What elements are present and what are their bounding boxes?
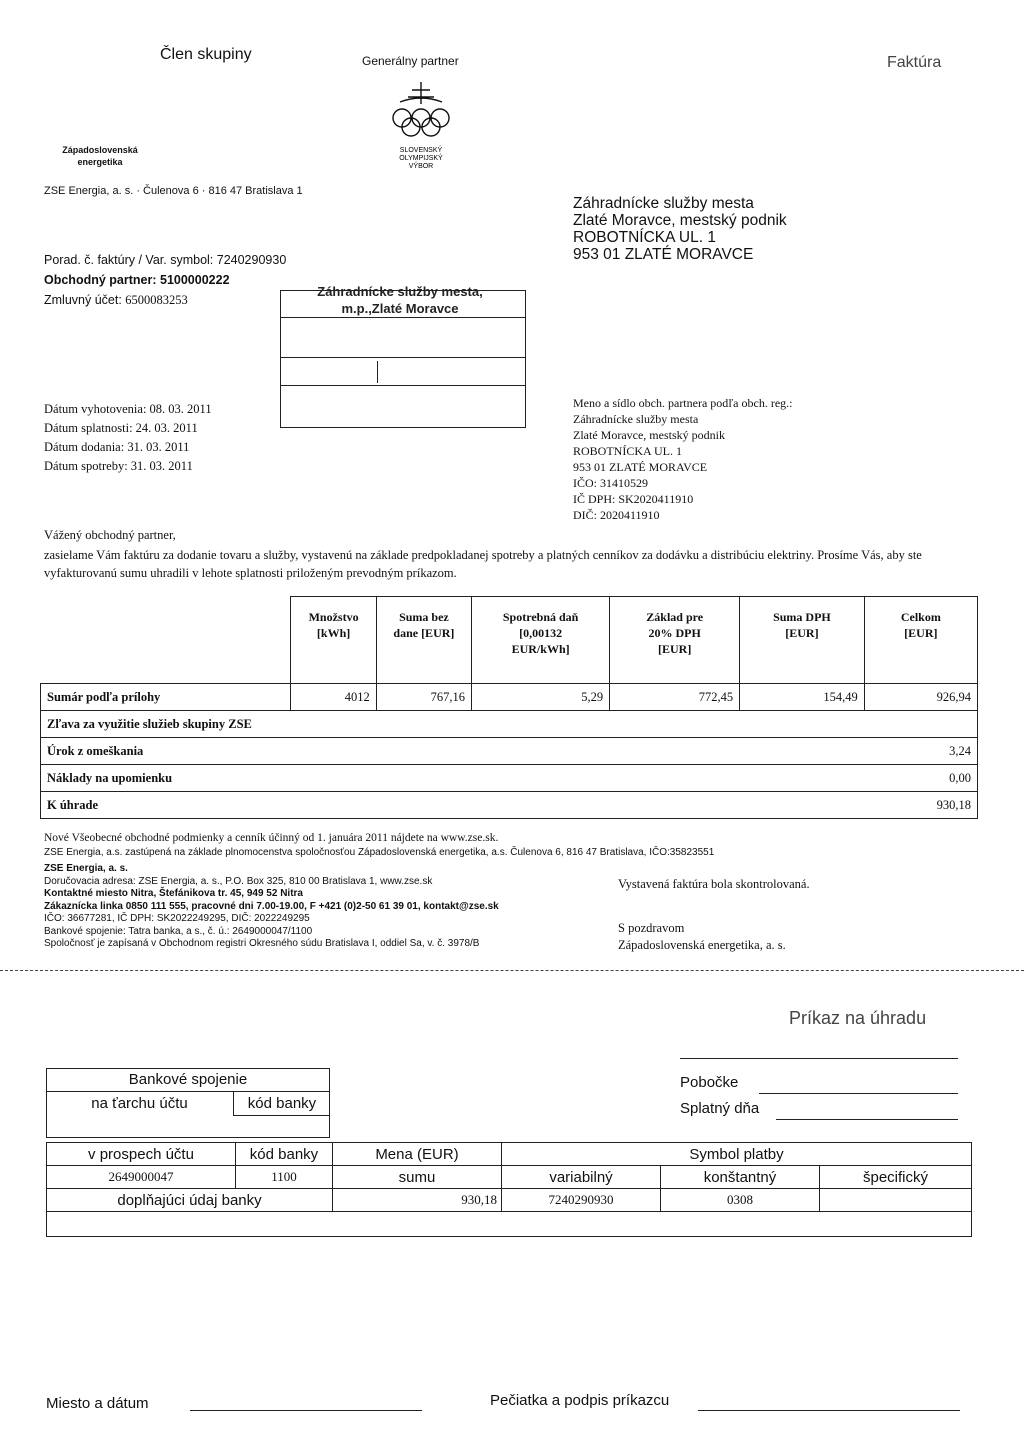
currency-label: Mena (EUR) xyxy=(333,1143,502,1166)
footer-company: ZSE Energia, a. s. xyxy=(44,863,128,874)
table-row xyxy=(47,1189,972,1212)
footer-mail-address: Doručovacia adresa: ZSE Energia, a. s., P.O. Box 325, 810 00 Bratislava 1, www.zse.sk xyxy=(44,875,433,887)
company-name-line1: Západoslovenská xyxy=(62,145,138,155)
stamp-line1: Záhradnícke služby mesta, xyxy=(317,284,483,299)
debit-account-label: na ťarchu účtu xyxy=(46,1092,234,1116)
letter-body: zasielame Vám faktúru za dodanie tovaru a služby, vystavenú na základe predpokladanej spotreby a platných cenníkov za dodávku a distribúciu elektriny. Prosíme Vás, aby ste vyfakturovanú sumu uhradili v lehote splatnosti priloženým prevodným príkazom. xyxy=(44,548,922,580)
top-rule xyxy=(680,1058,958,1059)
recipient-line3: ROBOTNÍCKA UL. 1 xyxy=(573,229,716,246)
bank-connection-label: Bankové spojenie xyxy=(46,1068,330,1092)
cell-vat-base: 772,45 xyxy=(610,684,740,711)
reminder-value: 0,00 xyxy=(864,765,977,792)
invoice-summary-table xyxy=(40,596,978,819)
general-partner-label: Generálny partner xyxy=(362,54,459,68)
footer-register: Spoločnosť je zapísaná v Obchodnom registri Okresného súdu Bratislava I, oddiel Sa, v. č. 3978/B xyxy=(44,938,480,949)
footer-conditions: Nové Všeobecné obchodné podmienky a cenník účinný od 1. januára 2011 nájdete na www.zse.sk. xyxy=(44,832,499,844)
amount-value[interactable]: 930,18 xyxy=(333,1189,502,1212)
seller-line3: ROBOTNÍCKA UL. 1 xyxy=(573,444,683,458)
date-consumption: Dátum spotreby: 31. 03. 2011 xyxy=(44,459,193,473)
cell-vat-amount: 154,49 xyxy=(740,684,865,711)
table-row xyxy=(41,765,978,792)
footer-company-info xyxy=(44,832,714,951)
received-stamp xyxy=(300,283,500,317)
place-date-label: Miesto a dátum xyxy=(46,1395,149,1412)
total-due-label: K úhrade xyxy=(41,792,865,819)
payment-symbol-label: Symbol platby xyxy=(502,1143,972,1166)
branch-field[interactable] xyxy=(759,1093,958,1094)
account-label: Zmluvný účet: xyxy=(44,293,122,307)
date-delivered: Dátum dodania: 31. 03. 2011 xyxy=(44,440,190,454)
invoice-number: Porad. č. faktúry / Var. symbol: 7240290930 xyxy=(44,253,287,267)
due-date-field[interactable] xyxy=(776,1119,958,1120)
footer-bank: Bankové spojenie: Tatra banka, a s., č. ú.: 2649000047/1100 xyxy=(44,925,313,937)
col-vat-amount: Suma DPH [EUR] xyxy=(740,597,865,684)
company-name-line2: energetika xyxy=(77,157,123,167)
company-logo-text xyxy=(52,144,148,168)
row-label: Sumár podľa prílohy xyxy=(41,684,291,711)
recipient-line1: Záhradnícke služby mesta xyxy=(573,195,754,212)
regards-line2: Západoslovenská energetika, a. s. xyxy=(618,938,786,952)
payment-order-table xyxy=(46,1142,972,1237)
seller-line4: 953 01 ZLATÉ MORAVCE xyxy=(573,460,708,474)
constant-symbol-label: konštantný xyxy=(661,1166,820,1189)
specific-symbol-label: špecifický xyxy=(820,1166,972,1189)
col-quantity: Množstvo [kWh] xyxy=(291,597,376,684)
date-issued: Dátum vyhotovenia: 08. 03. 2011 xyxy=(44,402,212,416)
total-due-value: 930,18 xyxy=(864,792,977,819)
debit-bank-code-label: kód banky xyxy=(234,1092,330,1116)
credit-bank-code-label: kód banky xyxy=(236,1143,333,1166)
reminder-label: Náklady na upomienku xyxy=(41,765,865,792)
col-excise-tax: Spotrebná daň [0,00132 EUR/kWh] xyxy=(472,597,610,684)
invoice-dates xyxy=(44,400,212,476)
seller-line1: Záhradnícke služby mesta xyxy=(573,412,699,426)
recipient-line4: 953 01 ZLATÉ MORAVCE xyxy=(573,246,754,263)
place-date-field[interactable] xyxy=(190,1410,422,1411)
recipient-address xyxy=(573,195,787,263)
date-due: Dátum splatnosti: 24. 03. 2011 xyxy=(44,421,198,435)
credit-bank-code-value[interactable]: 1100 xyxy=(236,1166,333,1189)
account-number: 6500083253 xyxy=(125,293,188,307)
cell-quantity: 4012 xyxy=(291,684,376,711)
summary-header-row xyxy=(41,597,978,684)
footer-represented: ZSE Energia, a.s. zastúpená na základe plnomocenstva spoločnosťou Západoslovenská energetika, a.s. Čulenova 6, 816 47 Bratislava, IČO:35823551 xyxy=(44,846,715,858)
cell-amount-no-tax: 767,16 xyxy=(376,684,471,711)
olympic-rings-icon xyxy=(378,80,464,176)
seller-line2: Zlaté Moravce, mestský podnik xyxy=(573,428,725,442)
perforation-line xyxy=(0,970,1024,971)
partner-number: 5100000222 xyxy=(160,273,230,287)
extra-bank-data-field[interactable] xyxy=(47,1212,972,1237)
invoice-checked-note: Vystavená faktúra bola skontrolovaná. xyxy=(618,877,810,891)
seller-heading: Meno a sídlo obch. partnera podľa obch. reg.: xyxy=(573,396,793,410)
footer-ids: IČO: 36677281, IČ DPH: SK2022249295, DIČ: 2022249295 xyxy=(44,913,310,924)
seller-ico: IČO: 31410529 xyxy=(573,476,648,490)
stamp-line2: m.p.,Zlaté Moravce xyxy=(341,301,459,316)
table-row xyxy=(41,792,978,819)
variable-symbol-value[interactable]: 7240290930 xyxy=(502,1189,661,1212)
amount-label: sumu xyxy=(333,1166,502,1189)
variable-symbol-label: variabilný xyxy=(502,1166,661,1189)
stamp-signature-label: Pečiatka a podpis príkazcu xyxy=(490,1392,670,1409)
olympic-committee-logo xyxy=(378,80,464,176)
col-amount-no-tax: Suma bez dane [EUR] xyxy=(376,597,471,684)
sender-address: ZSE Energia, a. s. · Čulenova 6 · 816 47 Bratislava 1 xyxy=(44,185,303,197)
recipient-line2: Zlaté Moravce, mestský podnik xyxy=(573,212,787,229)
constant-symbol-value[interactable]: 0308 xyxy=(661,1189,820,1212)
regards-line1: S pozdravom xyxy=(618,921,685,935)
cell-excise-tax: 5,29 xyxy=(472,684,610,711)
payment-order-title: Príkaz na úhradu xyxy=(789,1008,927,1028)
discount-label: Zľava za využitie služieb skupiny ZSE xyxy=(41,711,978,738)
interest-label: Úrok z omeškania xyxy=(41,738,865,765)
table-row xyxy=(47,1166,972,1189)
branch-label: Pobočke xyxy=(680,1074,739,1091)
due-date-label: Splatný dňa xyxy=(680,1100,760,1117)
footer-contact-place: Kontaktné miesto Nitra, Štefánikova tr. 45, 949 52 Nitra xyxy=(44,888,303,899)
document-title: Faktúra xyxy=(887,54,942,71)
logo-text-2: OLYMPIJSKÝ xyxy=(399,155,443,162)
table-row xyxy=(41,711,978,738)
invoice-identifiers xyxy=(44,250,286,310)
footer-hotline: Zákaznícka linka 0850 111 555, pracovné dni 7.00-19.00, F +421 (0)2-50 61 39 01, kontakt@zse.sk xyxy=(44,900,499,912)
seller-icdph: IČ DPH: SK2020411910 xyxy=(573,492,694,506)
seller-dic: DIČ: 2020411910 xyxy=(573,508,660,522)
greeting: Vážený obchodný partner, xyxy=(44,528,176,542)
table-row xyxy=(41,684,978,711)
col-vat-base: Základ pre 20% DPH [EUR] xyxy=(610,597,740,684)
table-row xyxy=(41,738,978,765)
extra-bank-data-label: doplňajúci údaj banky xyxy=(47,1189,333,1212)
logo-text-3: VÝBOR xyxy=(408,163,434,170)
cell-total: 926,94 xyxy=(864,684,977,711)
logo-text-1: SLOVENSKÝ xyxy=(399,147,443,154)
member-of-group-label: Člen skupiny xyxy=(160,46,252,63)
col-total: Celkom [EUR] xyxy=(864,597,977,684)
closing-regards xyxy=(618,920,786,954)
specific-symbol-value[interactable] xyxy=(820,1189,972,1212)
interest-value: 3,24 xyxy=(864,738,977,765)
partner-label: Obchodný partner: xyxy=(44,273,157,287)
credit-account-value[interactable]: 2649000047 xyxy=(47,1166,236,1189)
table-row xyxy=(47,1212,972,1237)
partner-registration xyxy=(573,395,792,523)
table-row xyxy=(47,1143,972,1166)
credit-account-label: v prospech účtu xyxy=(47,1143,236,1166)
signature-field[interactable] xyxy=(698,1410,960,1411)
